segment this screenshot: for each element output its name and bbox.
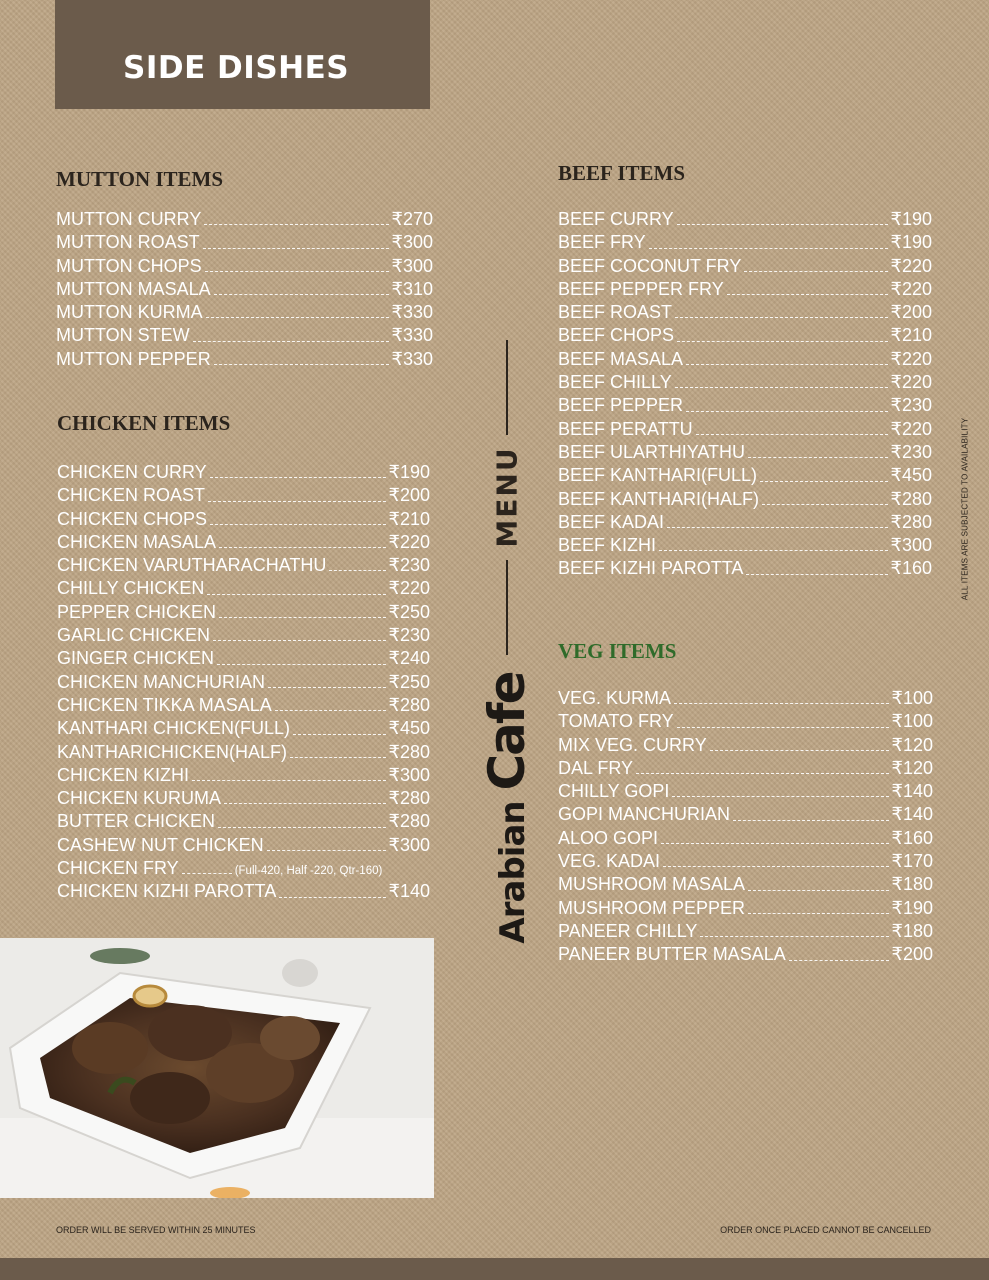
dotted-leader: [760, 480, 887, 482]
menu-item-name: BEEF KADAI: [558, 511, 665, 532]
menu-item-price: ₹220: [890, 255, 932, 276]
dotted-leader: [210, 523, 385, 525]
footer-note-right: ORDER ONCE PLACED CANNOT BE CANCELLED: [720, 1225, 931, 1235]
menu-item: [558, 803, 933, 826]
dotted-leader: [204, 223, 388, 225]
brand-name-part1: Arabian: [493, 790, 533, 944]
dotted-leader: [677, 223, 888, 225]
bottom-bar: [0, 1258, 989, 1280]
menu-item: [558, 850, 933, 873]
dotted-leader: [789, 959, 889, 961]
menu-item-price: ₹240: [388, 648, 430, 669]
menu-item-price: ₹190: [890, 209, 932, 229]
beef-section-title: BEEF ITEMS: [558, 161, 686, 185]
menu-item-name: CHICKEN KIZHI PAROTTA: [57, 881, 277, 902]
menu-item: [56, 324, 433, 347]
menu-item: [558, 394, 932, 417]
menu-item: [558, 710, 933, 733]
menu-item-price: ₹100: [891, 711, 933, 732]
dotted-leader: [686, 410, 887, 412]
menu-item-price: ₹230: [890, 395, 932, 416]
menu-item-name: BEEF PEPPER: [558, 395, 684, 416]
chicken-items-list: [57, 461, 430, 904]
menu-item-price: ₹230: [388, 625, 430, 646]
menu-item: [57, 554, 430, 577]
page-title: SIDE DISHES: [123, 50, 350, 86]
menu-item: [558, 324, 932, 347]
menu-item: [558, 757, 933, 780]
menu-item-price: ₹300: [388, 764, 430, 785]
menu-item-name: CHICKEN MANCHURIAN: [57, 671, 266, 692]
menu-item-price: ₹280: [890, 488, 932, 509]
menu-item-name: CHICKEN VARUTHARACHATHU: [57, 555, 327, 576]
menu-item-name: BEEF ROAST: [558, 302, 673, 323]
mutton-items-list: [56, 208, 433, 371]
menu-item-name: BEEF KIZHI: [558, 535, 657, 556]
menu-item-name: BEEF KIZHI PAROTTA: [558, 558, 744, 579]
dotted-leader: [672, 795, 888, 797]
menu-item: [56, 301, 433, 324]
menu-item-price: ₹120: [891, 734, 933, 755]
menu-item: [57, 764, 430, 787]
menu-item: [558, 511, 932, 534]
beef-items-list: [558, 208, 932, 581]
menu-item: [558, 557, 932, 580]
menu-item-price: ₹330: [391, 302, 433, 323]
menu-item-name: MUTTON STEW: [56, 325, 190, 346]
menu-item: [57, 624, 430, 647]
menu-item-name: CASHEW NUT CHICKEN: [57, 834, 264, 855]
menu-item: [57, 647, 430, 670]
dotted-leader: [219, 546, 385, 548]
menu-item-price: ₹100: [891, 688, 933, 708]
menu-item: [558, 827, 933, 850]
dotted-leader: [207, 593, 385, 595]
brand-divider-top: [506, 340, 508, 435]
menu-item-price: ₹330: [391, 348, 433, 369]
dotted-leader: [675, 316, 887, 318]
veg-section: [558, 636, 933, 967]
menu-item-name: CHICKEN ROAST: [57, 485, 206, 506]
menu-item: [558, 687, 933, 710]
dotted-leader: [762, 503, 887, 505]
beef-section: [558, 158, 932, 581]
menu-item-price: ₹280: [388, 811, 430, 832]
menu-item: [558, 441, 932, 464]
menu-item-name: CHILLY GOPI: [558, 781, 670, 802]
menu-item-name: BEEF KANTHARI(FULL): [558, 465, 758, 486]
dotted-leader: [329, 569, 385, 571]
dotted-leader: [205, 270, 389, 272]
menu-item-price: ₹210: [388, 508, 430, 529]
menu-item-name: PANEER BUTTER MASALA: [558, 944, 786, 965]
menu-item-name: BEEF COCONUT FRY: [558, 255, 742, 276]
menu-item: [57, 601, 430, 624]
menu-item-name: CHICKEN TIKKA MASALA: [57, 694, 272, 715]
dotted-leader: [193, 340, 389, 342]
menu-item-price: ₹250: [388, 671, 430, 692]
menu-item: [56, 348, 433, 371]
veg-section-title: VEG ITEMS: [558, 639, 677, 663]
menu-item-name: DAL FRY: [558, 757, 634, 778]
menu-item-name: MUSHROOM MASALA: [558, 874, 746, 895]
menu-item-price: ₹300: [391, 255, 433, 276]
dotted-leader: [700, 935, 888, 937]
dotted-leader: [674, 702, 888, 704]
menu-item-name: ALOO GOPI: [558, 827, 659, 848]
menu-item-name: BUTTER CHICKEN: [57, 811, 216, 832]
menu-item-price: ₹210: [890, 325, 932, 346]
menu-item-price: ₹220: [890, 418, 932, 439]
menu-item: [558, 278, 932, 301]
menu-item-name: MUTTON PEPPER: [56, 348, 211, 369]
menu-item-name: CHICKEN KIZHI: [57, 764, 190, 785]
menu-item-price: ₹140: [891, 804, 933, 825]
dotted-leader: [268, 686, 386, 688]
menu-item-price: ₹280: [388, 741, 430, 762]
dotted-leader: [214, 293, 389, 295]
menu-item-name: BEEF CHILLY: [558, 372, 672, 393]
menu-item-price: ₹120: [891, 757, 933, 778]
menu-item-price: ₹270: [391, 209, 433, 229]
menu-item-name: MUTTON CHOPS: [56, 255, 202, 276]
menu-item-name: CHILLY CHICKEN: [57, 578, 205, 599]
menu-item-name: MUSHROOM PEPPER: [558, 897, 746, 918]
menu-item: [558, 920, 933, 943]
chicken-section-title: CHICKEN ITEMS: [57, 411, 231, 435]
dotted-leader: [748, 912, 888, 914]
menu-item: [558, 734, 933, 757]
chicken-section: [57, 408, 430, 904]
menu-item-name: KANTHARICHICKEN(HALF): [57, 741, 288, 762]
menu-item: [558, 301, 932, 324]
brand-name-part2: Cafe: [478, 672, 536, 791]
dotted-leader: [213, 639, 385, 641]
menu-item-price: ₹220: [890, 372, 932, 393]
menu-item-name: CHICKEN MASALA: [57, 531, 217, 552]
menu-item-price: ₹190: [891, 897, 933, 918]
food-photo: [0, 938, 434, 1198]
dotted-leader: [275, 709, 386, 711]
menu-item-name: TOMATO FRY: [558, 711, 674, 732]
dotted-leader: [677, 726, 889, 728]
menu-item-name: BEEF PEPPER FRY: [558, 278, 724, 299]
menu-item: [57, 857, 430, 880]
vertical-brand: [477, 0, 537, 960]
dotted-leader: [290, 756, 385, 758]
mutton-section: [56, 164, 433, 371]
menu-item: [57, 834, 430, 857]
menu-item-price: ₹280: [890, 511, 932, 532]
menu-item-price: ₹220: [388, 531, 430, 552]
menu-item-name: PEPPER CHICKEN: [57, 601, 217, 622]
menu-item: [558, 208, 932, 231]
menu-item-price: ₹200: [891, 944, 933, 965]
menu-item: [57, 810, 430, 833]
menu-item-name: BEEF KANTHARI(HALF): [558, 488, 760, 509]
dotted-leader: [203, 247, 389, 249]
mutton-section-title: MUTTON ITEMS: [56, 167, 224, 191]
menu-item: [57, 880, 430, 903]
menu-item-price: ₹280: [388, 788, 430, 809]
dotted-leader: [210, 476, 386, 478]
menu-item-name: GINGER CHICKEN: [57, 648, 215, 669]
menu-item: [57, 717, 430, 740]
dotted-leader: [224, 802, 386, 804]
menu-item: [56, 231, 433, 254]
menu-item-name: CHICKEN CURRY: [57, 462, 207, 482]
menu-item-price: ₹280: [388, 694, 430, 715]
menu-item: [57, 508, 430, 531]
dotted-leader: [206, 316, 389, 318]
menu-item-name: VEG. KADAI: [558, 851, 661, 872]
dotted-leader: [748, 456, 887, 458]
menu-item-name: GARLIC CHICKEN: [57, 625, 211, 646]
menu-item-name: BEEF FRY: [558, 232, 646, 253]
menu-item-price: ₹200: [890, 302, 932, 323]
menu-item-name: BEEF MASALA: [558, 348, 684, 369]
dotted-leader: [649, 247, 888, 249]
menu-item-name: MUTTON ROAST: [56, 232, 200, 253]
dotted-leader: [219, 616, 385, 618]
dotted-leader: [727, 293, 888, 295]
menu-item: [57, 694, 430, 717]
menu-item: [558, 873, 933, 896]
menu-item-note: (Full-420, Half -220, Qtr-160): [234, 865, 383, 878]
dotted-leader: [667, 526, 887, 528]
menu-item: [558, 534, 932, 557]
menu-item: [558, 231, 932, 254]
menu-item-price: ₹220: [388, 578, 430, 599]
brand-name: [478, 672, 536, 943]
menu-item: [57, 787, 430, 810]
menu-item-price: ₹140: [891, 781, 933, 802]
dotted-leader: [279, 896, 385, 898]
menu-item: [56, 255, 433, 278]
menu-item: [558, 255, 932, 278]
dotted-leader: [710, 749, 889, 751]
menu-item-name: KANTHARI CHICKEN(FULL): [57, 718, 291, 739]
dotted-leader: [217, 663, 385, 665]
dotted-leader: [267, 849, 386, 851]
dotted-leader: [293, 733, 385, 735]
dotted-leader: [677, 340, 887, 342]
menu-item: [57, 484, 430, 507]
dotted-leader: [744, 270, 887, 272]
menu-item-name: BEEF PERATTU: [558, 418, 693, 439]
menu-item-price: ₹190: [388, 462, 430, 482]
menu-item-price: ₹200: [388, 485, 430, 506]
menu-item-price: ₹310: [391, 278, 433, 299]
menu-item-name: PANEER CHILLY: [558, 920, 698, 941]
menu-item-name: CHICKEN FRY: [57, 858, 179, 879]
dotted-leader: [661, 842, 888, 844]
menu-item-name: GOPI MANCHURIAN: [558, 804, 731, 825]
menu-item-name: BEEF ULARTHIYATHU: [558, 441, 746, 462]
menu-item-price: ₹170: [891, 851, 933, 872]
menu-item: [558, 488, 932, 511]
menu-item-price: ₹450: [388, 718, 430, 739]
menu-item-price: ₹230: [388, 555, 430, 576]
menu-item-price: ₹300: [890, 535, 932, 556]
menu-item-price: ₹160: [890, 558, 932, 579]
dotted-leader: [733, 819, 889, 821]
menu-item: [57, 461, 430, 484]
menu-item: [56, 208, 433, 231]
menu-item-price: ₹220: [890, 348, 932, 369]
dotted-leader: [746, 573, 887, 575]
menu-item-price: ₹180: [891, 920, 933, 941]
menu-item: [558, 371, 932, 394]
dotted-leader: [748, 889, 888, 891]
menu-item-price: ₹220: [890, 278, 932, 299]
menu-item-price: ₹180: [891, 874, 933, 895]
menu-item-name: MIX VEG. CURRY: [558, 734, 707, 755]
dotted-leader: [675, 386, 888, 388]
dotted-leader: [182, 872, 232, 874]
menu-item-name: MUTTON CURRY: [56, 209, 202, 229]
menu-item-name: MUTTON KURMA: [56, 302, 203, 323]
menu-item: [57, 671, 430, 694]
menu-label: MENU: [490, 446, 524, 548]
menu-item-price: ₹450: [890, 465, 932, 486]
food-photo-image: [0, 938, 434, 1198]
dotted-leader: [208, 500, 385, 502]
menu-item-price: ₹330: [391, 325, 433, 346]
footer-note-left: ORDER WILL BE SERVED WITHIN 25 MINUTES: [56, 1225, 256, 1235]
menu-item: [56, 278, 433, 301]
menu-item: [558, 780, 933, 803]
menu-item: [57, 577, 430, 600]
menu-item-price: ₹160: [891, 827, 933, 848]
dotted-leader: [192, 779, 386, 781]
availability-note: ALL ITEMS ARE SUBJECTED TO AVAILABILITY: [960, 417, 970, 601]
menu-item: [558, 418, 932, 441]
menu-item-name: BEEF CHOPS: [558, 325, 675, 346]
menu-item-name: CHICKEN CHOPS: [57, 508, 208, 529]
brand-divider-bottom: [506, 560, 508, 655]
veg-items-list: [558, 687, 933, 967]
menu-item-price: ₹230: [890, 441, 932, 462]
menu-item: [558, 348, 932, 371]
menu-item: [57, 531, 430, 554]
menu-item-name: CHICKEN KURUMA: [57, 788, 222, 809]
menu-item-name: BEEF CURRY: [558, 209, 674, 229]
menu-item: [57, 741, 430, 764]
menu-item-price: ₹300: [388, 834, 430, 855]
dotted-leader: [214, 363, 389, 365]
menu-item: [558, 897, 933, 920]
dotted-leader: [686, 363, 887, 365]
dotted-leader: [663, 865, 888, 867]
dotted-leader: [636, 772, 888, 774]
menu-item-price: ₹300: [391, 232, 433, 253]
menu-item-price: ₹250: [388, 601, 430, 622]
dotted-leader: [659, 549, 888, 551]
menu-item-price: ₹140: [388, 881, 430, 902]
menu-item-name: MUTTON MASALA: [56, 278, 211, 299]
menu-item: [558, 464, 932, 487]
menu-item-name: VEG. KURMA: [558, 688, 672, 708]
dotted-leader: [696, 433, 888, 435]
dotted-leader: [218, 826, 386, 828]
menu-item-price: ₹190: [890, 232, 932, 253]
menu-item: [558, 943, 933, 966]
